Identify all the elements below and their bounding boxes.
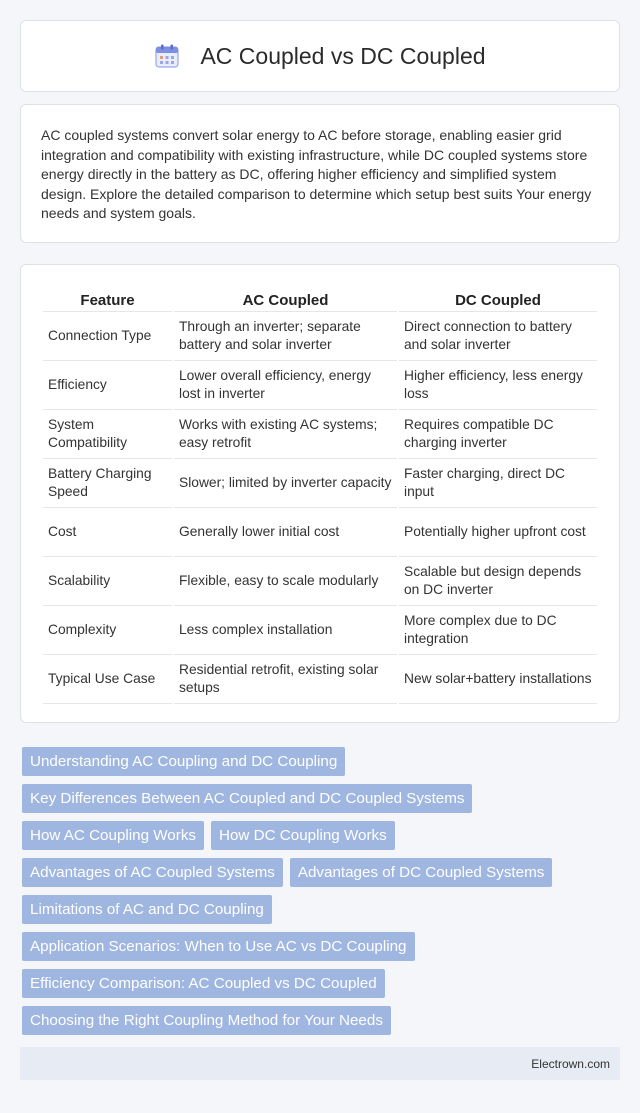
table-cell: Efficiency xyxy=(43,360,173,409)
calendar-icon xyxy=(154,43,180,69)
table-row xyxy=(43,311,597,360)
table-cell: Cost xyxy=(43,507,173,556)
table-row xyxy=(43,605,597,654)
table-cell: Connection Type xyxy=(43,311,173,360)
comparison-table xyxy=(43,285,597,704)
intro-card xyxy=(20,104,620,243)
table-cell: Flexible, easy to scale modularly xyxy=(173,556,398,605)
related-links xyxy=(22,747,618,1043)
table-cell: Complexity xyxy=(43,605,173,654)
table-row xyxy=(43,507,597,556)
table-cell: Typical Use Case xyxy=(43,654,173,703)
related-link[interactable]: Advantages of AC Coupled Systems xyxy=(22,858,283,887)
table-header: Feature xyxy=(43,285,173,311)
table-row xyxy=(43,458,597,507)
footer-site-name[interactable]: Electrown.com xyxy=(531,1056,610,1071)
table-row xyxy=(43,409,597,458)
table-cell: Battery Charging Speed xyxy=(43,458,173,507)
table-cell: Potentially higher upfront cost xyxy=(398,507,597,556)
page-header xyxy=(20,20,620,92)
table-cell: New solar+battery installations xyxy=(398,654,597,703)
table-cell: Works with existing AC systems; easy retrofit xyxy=(173,409,398,458)
table-header: DC Coupled xyxy=(398,285,597,311)
table-row xyxy=(43,654,597,703)
page-title: AC Coupled vs DC Coupled xyxy=(200,42,486,69)
related-link[interactable]: How AC Coupling Works xyxy=(22,821,204,850)
table-cell: Residential retrofit, existing solar setups xyxy=(173,654,398,703)
related-link[interactable]: Choosing the Right Coupling Method for Your Needs xyxy=(22,1006,391,1035)
related-link[interactable]: Limitations of AC and DC Coupling xyxy=(22,895,272,924)
table-cell: Slower; limited by inverter capacity xyxy=(173,458,398,507)
table-header-row xyxy=(43,285,597,311)
table-row xyxy=(43,360,597,409)
table-cell: Faster charging, direct DC input xyxy=(398,458,597,507)
table-cell: Direct connection to battery and solar inverter xyxy=(398,311,597,360)
table-row xyxy=(43,556,597,605)
comparison-card xyxy=(20,264,620,723)
related-link[interactable]: Efficiency Comparison: AC Coupled vs DC Coupled xyxy=(22,969,385,998)
related-link[interactable]: Key Differences Between AC Coupled and DC Coupled Systems xyxy=(22,784,472,813)
intro-text: AC coupled systems convert solar energy to AC before storage, enabling easier grid integration and compatibility with existing infrastructure, while DC coupled systems store energy directly in the battery as DC, offering higher efficiency and simplified system design. Explore the detailed comparison to determine which setup best suits Your energy needs and system goals. xyxy=(41,127,592,221)
table-cell: Generally lower initial cost xyxy=(173,507,398,556)
table-cell: Through an inverter; separate battery and solar inverter xyxy=(173,311,398,360)
table-cell: Scalability xyxy=(43,556,173,605)
footer xyxy=(20,1047,620,1080)
table-cell: Less complex installation xyxy=(173,605,398,654)
related-link[interactable]: Advantages of DC Coupled Systems xyxy=(290,858,553,887)
related-link[interactable]: Understanding AC Coupling and DC Coupling xyxy=(22,747,345,776)
table-cell: Scalable but design depends on DC inverter xyxy=(398,556,597,605)
related-link[interactable]: Application Scenarios: When to Use AC vs DC Coupling xyxy=(22,932,415,961)
table-cell: Higher efficiency, less energy loss xyxy=(398,360,597,409)
table-cell: Lower overall efficiency, energy lost in inverter xyxy=(173,360,398,409)
table-cell: More complex due to DC integration xyxy=(398,605,597,654)
table-header: AC Coupled xyxy=(173,285,398,311)
related-link[interactable]: How DC Coupling Works xyxy=(211,821,395,850)
table-cell: System Compatibility xyxy=(43,409,173,458)
table-cell: Requires compatible DC charging inverter xyxy=(398,409,597,458)
